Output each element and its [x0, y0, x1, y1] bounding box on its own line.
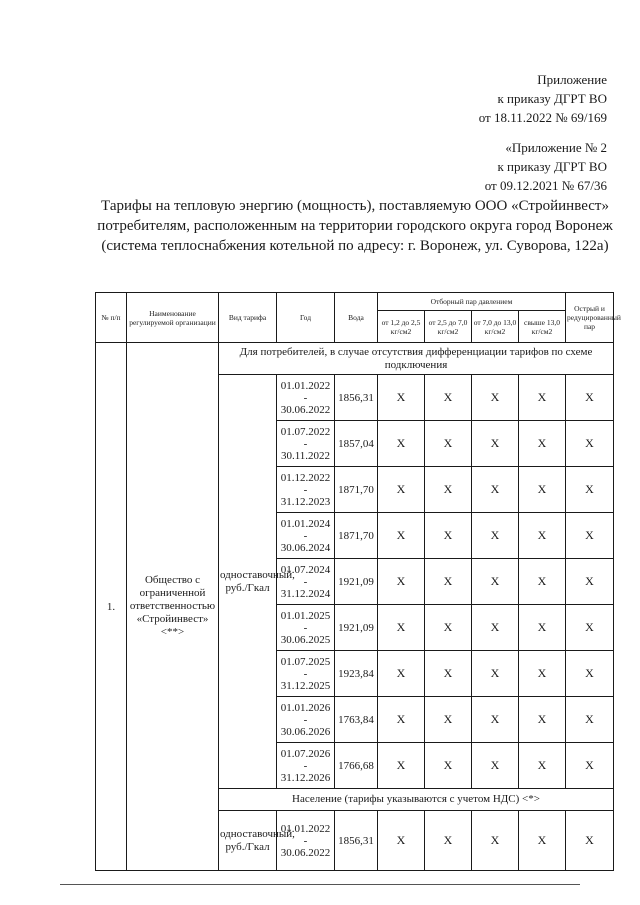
- steam-1-value: X: [378, 467, 425, 513]
- steam-1-value: X: [378, 513, 425, 559]
- steam-2-value: X: [425, 467, 472, 513]
- steam-3-value: X: [472, 697, 519, 743]
- period-cell: [277, 421, 335, 467]
- appendix-line: к приказу ДГРТ ВО: [497, 91, 607, 106]
- sharp-steam-value: X: [566, 811, 614, 871]
- sharp-steam-value: X: [566, 697, 614, 743]
- col-header-steam-3: от 7,0 до 13,0 кг/см2: [472, 311, 519, 343]
- steam-1-value: X: [378, 605, 425, 651]
- period-start: 01.01.2024: [280, 517, 331, 530]
- col-header-steam-1: от 1,2 до 2,5 кг/см2: [378, 311, 425, 343]
- period-dash: -: [303, 437, 308, 450]
- steam-3-value: X: [472, 467, 519, 513]
- water-value: 1921,09: [335, 605, 378, 651]
- period-dash: -: [303, 575, 308, 588]
- period-end: 31.12.2026: [280, 771, 331, 784]
- steam-2-value: X: [425, 513, 472, 559]
- period-cell: [277, 375, 335, 421]
- water-value: 1923,84: [335, 651, 378, 697]
- period-dash: -: [303, 667, 308, 680]
- sharp-steam-value: X: [566, 605, 614, 651]
- col-header-tariff-type: Вид тарифа: [219, 293, 277, 343]
- quoted-appendix-header: [485, 138, 607, 195]
- col-header-water: Вода: [335, 293, 378, 343]
- col-header-steam-group: Отборный пар давлением: [378, 293, 566, 311]
- steam-1-value: X: [378, 811, 425, 871]
- period-end: 31.12.2025: [280, 679, 331, 692]
- steam-2-value: X: [425, 743, 472, 789]
- steam-4-value: X: [519, 697, 566, 743]
- sharp-steam-value: X: [566, 467, 614, 513]
- steam-2-value: X: [425, 811, 472, 871]
- steam-4-value: X: [519, 559, 566, 605]
- steam-2-value: X: [425, 559, 472, 605]
- period-dash: -: [303, 391, 308, 404]
- water-value: 1857,04: [335, 421, 378, 467]
- steam-3-value: X: [472, 513, 519, 559]
- sharp-steam-value: X: [566, 375, 614, 421]
- steam-3-value: X: [472, 421, 519, 467]
- steam-4-value: X: [519, 513, 566, 559]
- period-dash: -: [303, 759, 308, 772]
- period-start: 01.01.2025: [280, 609, 331, 622]
- water-value: 1766,68: [335, 743, 378, 789]
- section-heading-population: Население (тарифы указываются с учетом НДС) <*>: [219, 789, 614, 811]
- appendix-header: [479, 70, 607, 127]
- col-header-org: Наименование регулируемой организации: [127, 293, 219, 343]
- page-bottom-rule: [60, 884, 580, 885]
- col-header-steam-2: от 2,5 до 7,0 кг/см2: [425, 311, 472, 343]
- tariff-type: одноставочный, руб./Гкал: [219, 375, 277, 789]
- period-dash: -: [303, 713, 308, 726]
- steam-1-value: X: [378, 651, 425, 697]
- steam-4-value: X: [519, 811, 566, 871]
- sharp-steam-value: X: [566, 743, 614, 789]
- steam-1-value: X: [378, 375, 425, 421]
- period-start: 01.01.2022: [280, 822, 331, 835]
- water-value: 1921,09: [335, 559, 378, 605]
- period-end: 31.12.2023: [280, 495, 331, 508]
- steam-4-value: X: [519, 375, 566, 421]
- steam-4-value: X: [519, 605, 566, 651]
- period-start: 01.01.2022: [280, 379, 331, 392]
- tariff-type-population: одноставочный, руб./Гкал: [219, 811, 277, 871]
- steam-3-value: X: [472, 743, 519, 789]
- appendix-line: Приложение: [537, 72, 607, 87]
- period-start: 01.12.2022: [280, 471, 331, 484]
- steam-3-value: X: [472, 651, 519, 697]
- document-title: Тарифы на тепловую энергию (мощность), поставляемую ООО «Стройинвест» потребителям, расположенным на территории городского округа город Воронеж (система теплоснабжения котельной по адресу: г. Воронеж, ул. Суворова, 122а): [97, 198, 613, 254]
- steam-3-value: X: [472, 559, 519, 605]
- quoted-line: от 09.12.2021 № 67/36: [484, 178, 607, 193]
- period-end: 30.06.2022: [280, 403, 331, 416]
- steam-3-value: X: [472, 375, 519, 421]
- period-end: 30.11.2022: [280, 449, 331, 462]
- steam-2-value: X: [425, 375, 472, 421]
- water-value: 1856,31: [335, 811, 378, 871]
- period-cell: [277, 513, 335, 559]
- col-header-num: № п/п: [96, 293, 127, 343]
- sharp-steam-value: X: [566, 421, 614, 467]
- water-value: 1856,31: [335, 375, 378, 421]
- quoted-line: к приказу ДГРТ ВО: [497, 159, 607, 174]
- organization-name: Общество с ограниченной ответственностью «Стройинвест» <**>: [127, 343, 219, 871]
- tariff-table: [95, 292, 621, 871]
- period-dash: -: [303, 529, 308, 542]
- water-value: 1763,84: [335, 697, 378, 743]
- water-value: 1871,70: [335, 467, 378, 513]
- period-cell: [277, 467, 335, 513]
- steam-1-value: X: [378, 421, 425, 467]
- period-end: 30.06.2022: [280, 846, 331, 859]
- period-start: 01.07.2025: [280, 655, 331, 668]
- section-heading-general: Для потребителей, в случае отсутствия дифференциации тарифов по схеме подключения: [219, 343, 614, 375]
- steam-2-value: X: [425, 697, 472, 743]
- steam-4-value: X: [519, 743, 566, 789]
- col-header-steam-4: свыше 13,0 кг/см2: [519, 311, 566, 343]
- col-header-year: Год: [277, 293, 335, 343]
- period-cell: [277, 559, 335, 605]
- period-cell: [277, 697, 335, 743]
- row-number: 1.: [96, 343, 127, 871]
- steam-4-value: X: [519, 421, 566, 467]
- steam-2-value: X: [425, 605, 472, 651]
- col-header-sharp-steam: Острый и редуцированный пар: [566, 293, 614, 343]
- period-start: 01.07.2026: [280, 747, 331, 760]
- period-dash: -: [303, 483, 308, 496]
- steam-4-value: X: [519, 651, 566, 697]
- period-cell: [277, 651, 335, 697]
- period-end: 30.06.2026: [280, 725, 331, 738]
- period-dash: -: [303, 834, 308, 847]
- appendix-line: от 18.11.2022 № 69/169: [478, 110, 607, 125]
- water-value: 1871,70: [335, 513, 378, 559]
- steam-4-value: X: [519, 467, 566, 513]
- period-end: 30.06.2024: [280, 541, 331, 554]
- period-start: 01.07.2022: [280, 425, 331, 438]
- sharp-steam-value: X: [566, 651, 614, 697]
- period-cell: [277, 811, 335, 871]
- period-dash: -: [303, 621, 308, 634]
- steam-1-value: X: [378, 743, 425, 789]
- sharp-steam-value: X: [566, 559, 614, 605]
- steam-1-value: X: [378, 697, 425, 743]
- quoted-line: «Приложение № 2: [505, 140, 607, 155]
- steam-3-value: X: [472, 811, 519, 871]
- steam-3-value: X: [472, 605, 519, 651]
- sharp-steam-value: X: [566, 513, 614, 559]
- period-end: 31.12.2024: [280, 587, 331, 600]
- period-start: 01.01.2026: [280, 701, 331, 714]
- period-cell: [277, 605, 335, 651]
- period-start: 01.07.2024: [280, 563, 331, 576]
- period-cell: [277, 743, 335, 789]
- steam-2-value: X: [425, 421, 472, 467]
- steam-2-value: X: [425, 651, 472, 697]
- period-end: 30.06.2025: [280, 633, 331, 646]
- steam-1-value: X: [378, 559, 425, 605]
